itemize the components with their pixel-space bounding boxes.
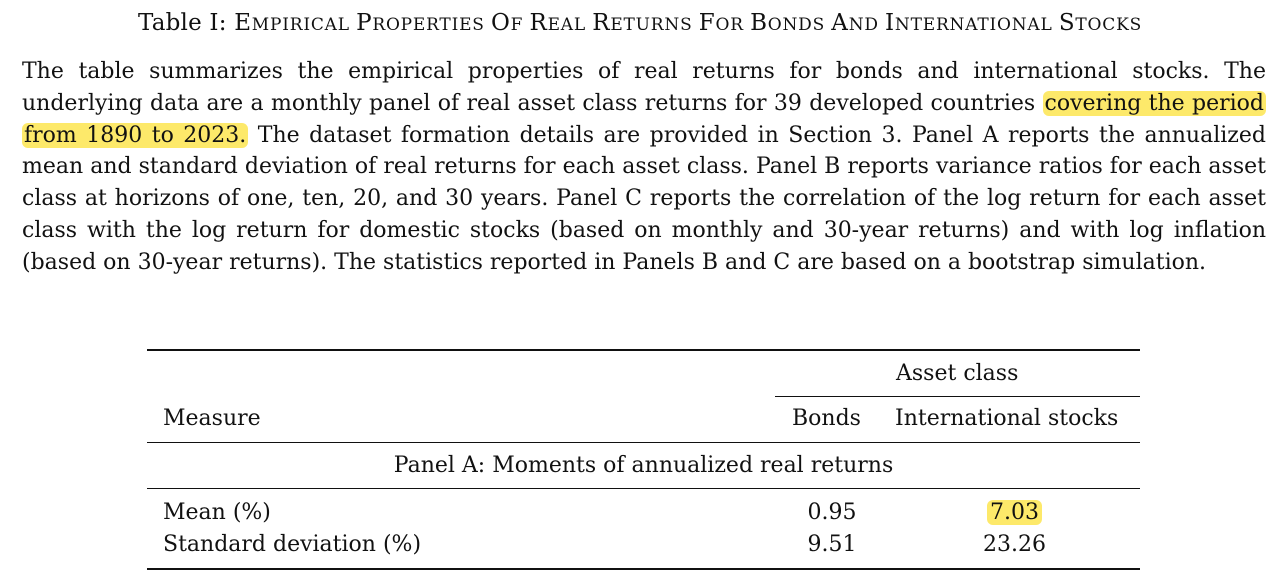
row-label-mean: Mean (%) bbox=[163, 500, 271, 525]
description-highlight: covering the period from 1890 to 2023. bbox=[24, 90, 1264, 148]
group-rule bbox=[775, 396, 1140, 397]
cell-mean-intl-highlight: 7.03 bbox=[987, 500, 1042, 525]
panel-a-rule bbox=[147, 488, 1140, 489]
caption-title: EMPIRICAL PROPERTIES OF REAL RETURNS FOR BONDS AND INTERNATIONAL STOCKS bbox=[234, 10, 1143, 36]
results-table bbox=[147, 349, 1140, 578]
cell-stdev-intl: 23.26 bbox=[983, 532, 1046, 557]
caption-label: Table I: bbox=[137, 10, 227, 36]
table-description bbox=[22, 56, 1266, 279]
bottom-rule bbox=[147, 568, 1140, 570]
cell-mean-bonds: 0.95 bbox=[807, 500, 857, 525]
header-measure: Measure bbox=[163, 406, 261, 431]
group-header-asset-class: Asset class bbox=[896, 361, 1019, 386]
table-caption bbox=[0, 10, 1280, 36]
header-international-stocks: International stocks bbox=[895, 406, 1119, 431]
top-rule bbox=[147, 349, 1140, 351]
description-text-2: The dataset formation details are provided in Section 3. Panel A reports the annualized mean and standard deviation of real returns for each asset class. Panel B reports variance ratios for each asset class at horizons of one, ten, 20, and 30 years. Panel C reports the correlation of the log return for each asset class with the log return for domestic stocks (based on monthly and 30-year returns) and with log inflation (based on 30-year returns). The statistics reported in Panels B and C are based on a bootstrap simulation. bbox=[22, 122, 1266, 275]
header-rule bbox=[147, 442, 1140, 443]
panel-a-title: Panel A: Moments of annualized real returns bbox=[393, 453, 894, 478]
cell-mean-intl bbox=[889, 499, 1140, 527]
row-label-stdev: Standard deviation (%) bbox=[163, 532, 422, 557]
header-bonds: Bonds bbox=[792, 406, 861, 431]
cell-stdev-bonds: 9.51 bbox=[807, 532, 857, 557]
description-text-1: The table summarizes the empirical properties of real returns for bonds and international stocks. The underlying data are a monthly panel of real asset class returns for 39 developed countries bbox=[22, 59, 1266, 116]
